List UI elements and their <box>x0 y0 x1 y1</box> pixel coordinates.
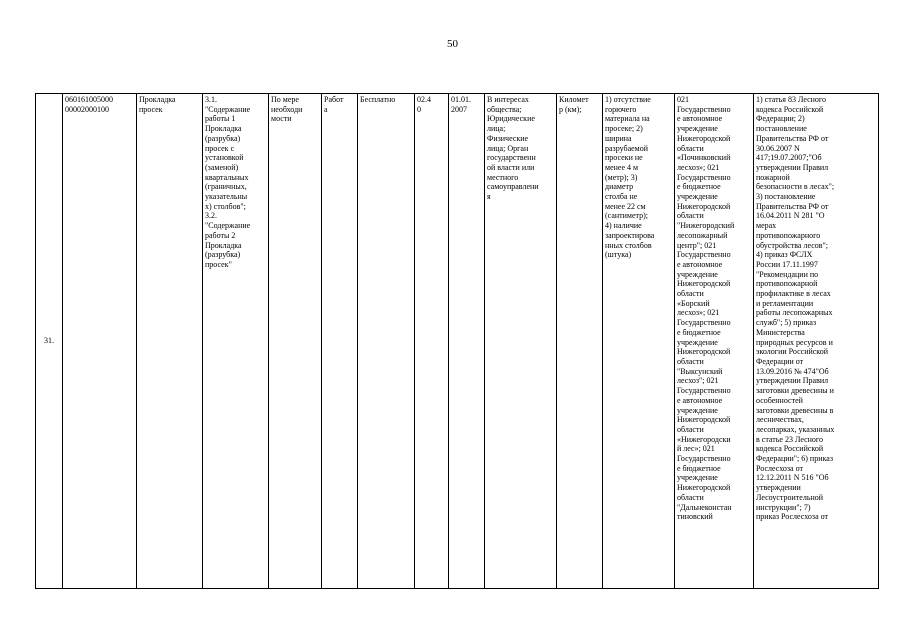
payment-cell <box>358 94 415 589</box>
page-number: 50 <box>447 38 458 50</box>
indicators-cell <box>603 94 675 589</box>
work-content-cell <box>203 94 269 589</box>
unit-of-measure: Километ р (км); <box>559 95 589 114</box>
periodicity-cell <box>269 94 322 589</box>
consumers-cell <box>485 94 557 589</box>
okved-code: 02.4 0 <box>417 95 431 114</box>
institutions: 021 Государственно е автономное учреждение Нижегородской области «Починковский лесхоз»; 021 Государственно е бюджетное учреждение Нижегородской области "Нижегородский лесопожарный центр"; 021 Государственно е автономное учреждение Нижегородской области «Борский лесхоз»; 021 Государственно е бюджетное учреждение Нижегородской области "Выксунский лесхоз"; 021 Государственно е автономное учреждение Нижегородской области «Нижегородски й лес»; 021 Государственно е бюджетное учреждение Нижегородской области "Дальнеконстан тиновский <box>677 95 735 522</box>
row-number: 31. <box>44 336 54 346</box>
legal-basis-cell <box>754 94 879 589</box>
start-date: 01.01. 2007 <box>451 95 471 114</box>
consumers: В интересах общества; Юридические лица; Физические лица; Орган государственн ой власти или местного самоуправлени я <box>487 95 539 202</box>
service-name: Прокладка просек <box>139 95 176 114</box>
date-cell <box>449 94 485 589</box>
periodicity: По мере необходи мости <box>271 95 303 124</box>
registry-code-cell <box>63 94 137 589</box>
service-type-cell <box>322 94 358 589</box>
okved-cell <box>415 94 449 589</box>
payment: Бесплатно <box>360 95 396 104</box>
unit-cell <box>557 94 603 589</box>
registry-code: 060161005000 00002000100 <box>65 95 113 114</box>
service-name-cell <box>137 94 203 589</box>
table-row <box>36 94 879 589</box>
institutions-cell <box>675 94 754 589</box>
work-content: 3.1. "Содержание работы 1 Прокладка (разрубка) просек с установкой (заменой) квартальных (граничных, указательны х) столбов"; 3.2. "Содержание работы 2 Прокладка (разрубка) просек" <box>205 95 251 269</box>
row-number-cell <box>36 94 63 589</box>
quality-indicators: 1) отсутствие горючего материала на просеке; 2) ширина разрубаемой просеки не менее 4 м (метр); 3) диаметр столба не менее 22 см (сантиметр); 4) наличие запроектирова нных столбов (штука) <box>605 95 655 260</box>
service-type: Работ а <box>324 95 344 114</box>
legal-basis: 1) статья 83 Лесного кодекса Российской Федерации; 2) постановление Правительства РФ от 30.06.2007 N 417;19.07.2007;"Об утверждении Правил пожарной безопасности в лесах"; 3) постановление Правительства РФ от 16.04.2011 N 281 "О мерах противопожарного обустройства лесов"; 4) приказ ФСЛХ России 17.11.1997 "Рекомендации по противопожарной профилактике в лесах и регламентации работы лесопожарных служб"; 5) приказ Министерства природных ресурсов и экологии Российской Федерации от 13.09.2016 № 474"Об утверждении Правил заготовки древесины и особенностей заготовки древесины в лесничествах, лесопарках, указанных в статье 23 Лесного кодекса Российской Федерации"; 6) приказ Рослесхоза от 12.12.2011 N 516 "Об утверждении Лесоустроительной инструкции"; 7) приказ Рослесхоза от <box>756 95 835 522</box>
registry-table <box>35 93 879 589</box>
